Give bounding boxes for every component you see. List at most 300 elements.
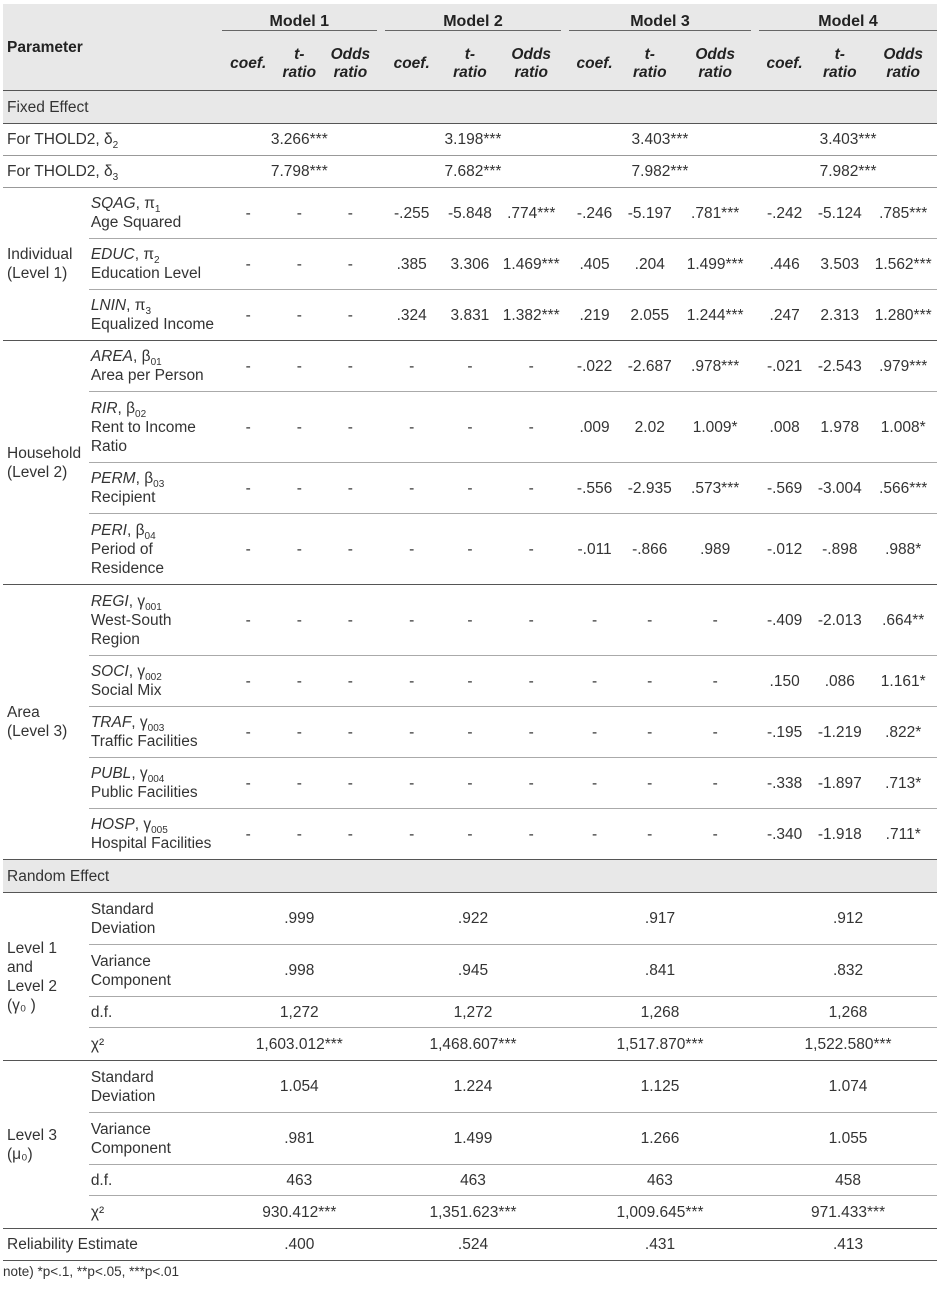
variable-symbol: , π: [135, 195, 155, 212]
model-1-value: 1,603.012***: [222, 1028, 377, 1061]
gap: [751, 124, 759, 156]
cell-value: .324: [385, 290, 438, 341]
random-stat-line: Variance: [90, 952, 151, 970]
random-row: [3, 1028, 937, 1061]
gap: [561, 514, 569, 585]
random-stat-line: Deviation: [90, 919, 156, 937]
random-stat-line: Standard: [90, 900, 154, 918]
cell-value: -: [385, 463, 438, 514]
gap: [561, 1196, 569, 1229]
variable-description: Social Mix: [90, 682, 162, 699]
cell-value: 3.306: [438, 239, 501, 290]
variable-name: [89, 514, 222, 585]
model-2-value: 1.499: [385, 1113, 561, 1165]
cell-value: -: [679, 707, 751, 758]
cell-value: -: [222, 392, 275, 463]
cell-value: .446: [759, 239, 810, 290]
level-label-line: (μ₀): [7, 1145, 33, 1163]
variable-subscript: 003: [147, 723, 165, 735]
random-row: [3, 945, 937, 997]
cell-value: -2.687: [620, 341, 679, 392]
level-label-line: and: [7, 958, 33, 976]
cell-value: -: [438, 585, 501, 656]
cell-value: -: [438, 758, 501, 809]
variable-code: EDUC: [90, 246, 135, 263]
variable-name: [89, 392, 222, 463]
gap: [561, 392, 569, 463]
model-4-value: .832: [759, 945, 937, 997]
cell-value: -.255: [385, 188, 438, 239]
model-4-value: 458: [759, 1165, 937, 1196]
regression-table-container: [3, 4, 937, 1261]
model-1-value: 1.054: [222, 1061, 377, 1113]
cell-value: .204: [620, 239, 679, 290]
model-3-value: 1,009.645***: [569, 1196, 751, 1229]
variable-symbol: , π: [126, 297, 146, 314]
odds-ratio-line: Odds: [883, 46, 924, 63]
model-4-value: 1,522.580***: [759, 1028, 937, 1061]
coef-subheader: coef.: [569, 38, 620, 91]
cell-value: -.556: [569, 463, 620, 514]
variable-symbol: , β: [117, 399, 136, 417]
cell-value: -: [438, 656, 501, 707]
variable-code: AREA: [90, 348, 134, 365]
cell-value: -: [502, 341, 561, 392]
cell-value: -: [324, 585, 377, 656]
variable-row-area: [3, 341, 937, 392]
cell-value: -: [222, 809, 275, 860]
level-label-household: [3, 341, 89, 585]
cell-value: 1.244***: [679, 290, 751, 341]
random-row: [3, 893, 937, 945]
cell-value: -: [620, 707, 679, 758]
model-2-value: 1,468.607***: [385, 1028, 561, 1061]
cell-value: -: [275, 514, 324, 585]
gap: [377, 463, 385, 514]
reliability-row: [3, 1229, 937, 1261]
t-ratio-line: t-: [834, 46, 845, 63]
cell-value: 3.831: [438, 290, 501, 341]
model-1-value: 1,272: [222, 997, 377, 1028]
variable-subscript: 2: [154, 255, 160, 267]
variable-subscript: 3: [145, 306, 152, 318]
gap: [751, 463, 759, 514]
gap: [561, 809, 569, 860]
level-label-individual: [3, 188, 89, 341]
random-row: [3, 1196, 937, 1229]
cell-value: -: [620, 585, 679, 656]
variable-symbol: , β: [127, 521, 145, 539]
cell-value: 1.978: [810, 392, 869, 463]
gap: [751, 945, 759, 997]
model-1-value: 930.412***: [222, 1196, 377, 1229]
cell-value: .711*: [869, 809, 937, 860]
cell-value: -: [502, 758, 561, 809]
random-row: [3, 997, 937, 1028]
variable-description: Area per Person: [90, 367, 204, 384]
variable-row-perm: [3, 463, 937, 514]
model-2-value: 1.224: [385, 1061, 561, 1113]
variable-description: Public Facilities: [90, 784, 198, 801]
threshold-label-text: For THOLD2, δ: [7, 131, 113, 148]
cell-value: -: [502, 585, 561, 656]
variable-name: [89, 809, 222, 860]
model-3-header: Model 3: [569, 12, 751, 31]
gap: [377, 124, 385, 156]
model-4-value: 1.074: [759, 1061, 937, 1113]
model-2-value: .922: [385, 893, 561, 945]
random-effect-section: [3, 860, 937, 893]
variable-description: Recipient: [90, 489, 156, 506]
model-2-value: 463: [385, 1165, 561, 1196]
cell-value: .822*: [869, 707, 937, 758]
random-stat-line: Deviation: [90, 1087, 156, 1105]
gap: [751, 758, 759, 809]
variable-symbol: , γ: [128, 592, 146, 610]
odds-ratio-line: ratio: [514, 64, 549, 81]
model-1-value: 7.798***: [222, 156, 377, 188]
cell-value: 2.313: [810, 290, 869, 341]
coef-subheader: coef.: [385, 38, 438, 91]
gap: [377, 239, 385, 290]
variable-symbol: , β: [133, 348, 151, 365]
cell-value: .405: [569, 239, 620, 290]
model-4-value: 1,268: [759, 997, 937, 1028]
level-label-line: (γ₀ ): [7, 996, 36, 1014]
odds-ratio-subheader: [502, 38, 561, 91]
odds-ratio-subheader: [324, 38, 377, 91]
variable-name: [89, 707, 222, 758]
model-2-value: 1,351.623***: [385, 1196, 561, 1229]
cell-value: -: [438, 341, 501, 392]
cell-value: 2.055: [620, 290, 679, 341]
t-ratio-line: t-: [294, 46, 305, 63]
t-ratio-subheader: [275, 38, 324, 91]
cell-value: -.409: [759, 585, 810, 656]
random-stat-line: d.f.: [90, 1003, 113, 1021]
cell-value: -: [679, 758, 751, 809]
variable-row-educ: [3, 239, 937, 290]
cell-value: -.022: [569, 341, 620, 392]
cell-value: 1.382***: [502, 290, 561, 341]
cell-value: -: [385, 341, 438, 392]
gap: [751, 1229, 759, 1261]
variable-description: Hospital Facilities: [90, 835, 212, 852]
random-stat-name: [89, 893, 222, 945]
cell-value: -.569: [759, 463, 810, 514]
variable-description: Region: [90, 630, 140, 648]
model-3-value: .841: [569, 945, 751, 997]
variable-symbol: , π: [134, 246, 155, 263]
gap: [377, 1229, 385, 1261]
cell-value: -: [502, 656, 561, 707]
gap: [377, 290, 385, 341]
gap: [751, 656, 759, 707]
cell-value: -: [502, 707, 561, 758]
odds-ratio-line: ratio: [698, 64, 732, 81]
variable-subscript: 02: [135, 408, 147, 420]
gap: [751, 809, 759, 860]
cell-value: -: [438, 707, 501, 758]
gap: [561, 945, 569, 997]
model-1-header: Model 1: [222, 12, 377, 31]
gap: [751, 1196, 759, 1229]
odds-ratio-line: Odds: [511, 46, 552, 63]
t-ratio-line: ratio: [453, 64, 487, 81]
gap: [377, 392, 385, 463]
odds-ratio-line: ratio: [886, 64, 920, 81]
random-stat-line: χ²: [90, 1203, 105, 1221]
random-stat-line: Component: [90, 1139, 171, 1157]
cell-value: -: [324, 188, 377, 239]
level-label-line: Household: [7, 444, 82, 462]
variable-subscript: 03: [153, 479, 165, 491]
model-3-value: 463: [569, 1165, 751, 1196]
cell-value: -: [569, 758, 620, 809]
cell-value: -: [324, 707, 377, 758]
variable-description: Age Squared: [90, 214, 182, 231]
reliability-label: Reliability Estimate: [3, 1229, 222, 1261]
cell-value: -1.219: [810, 707, 869, 758]
cell-value: -: [275, 290, 324, 341]
cell-value: .385: [385, 239, 438, 290]
variable-row-regi: [3, 585, 937, 656]
gap: [377, 945, 385, 997]
gap: [377, 893, 385, 945]
model-2-value: .524: [385, 1229, 561, 1261]
cell-value: -: [502, 514, 561, 585]
cell-value: 1.469***: [502, 239, 561, 290]
variable-row-peri: [3, 514, 937, 585]
gap: [561, 707, 569, 758]
gap: [561, 1061, 569, 1113]
cell-value: -.242: [759, 188, 810, 239]
cell-value: -.195: [759, 707, 810, 758]
gap: [377, 1061, 385, 1113]
model-4-value: .413: [759, 1229, 937, 1261]
cell-value: .086: [810, 656, 869, 707]
gap: [377, 514, 385, 585]
model-3-value: .431: [569, 1229, 751, 1261]
gap: [561, 1113, 569, 1165]
gap: [377, 656, 385, 707]
cell-value: -: [438, 809, 501, 860]
level-label-line: Level 2: [7, 977, 57, 995]
variable-subscript: 002: [145, 672, 162, 684]
random-effect-section-label: Random Effect: [3, 860, 937, 893]
cell-value: .785***: [869, 188, 937, 239]
cell-value: -: [324, 239, 377, 290]
variable-subscript: 04: [144, 530, 156, 542]
gap: [751, 514, 759, 585]
cell-value: 3.503: [810, 239, 869, 290]
model-3-value: 3.403***: [569, 124, 751, 156]
cell-value: -: [222, 585, 275, 656]
threshold-row: [3, 124, 937, 156]
cell-value: -: [222, 514, 275, 585]
cell-value: .664**: [869, 585, 937, 656]
random-stat-line: χ²: [90, 1035, 105, 1053]
cell-value: -: [569, 707, 620, 758]
gap: [377, 997, 385, 1028]
level-label-l3: [3, 1061, 89, 1229]
cell-value: .566***: [869, 463, 937, 514]
odds-ratio-subheader: [679, 38, 751, 91]
cell-value: .247: [759, 290, 810, 341]
cell-value: -1.897: [810, 758, 869, 809]
gap: [561, 997, 569, 1028]
cell-value: -.012: [759, 514, 810, 585]
t-ratio-line: ratio: [282, 64, 317, 81]
variable-code: PERM: [90, 470, 136, 487]
variable-code: RIR: [90, 399, 118, 417]
gap: [377, 585, 385, 656]
t-ratio-subheader: [438, 38, 501, 91]
level-label-line: Level 3: [7, 1126, 57, 1144]
cell-value: -: [438, 392, 501, 463]
cell-value: -: [275, 188, 324, 239]
cell-value: -: [438, 463, 501, 514]
variable-description: West-South: [90, 611, 172, 629]
model-3-value: .917: [569, 893, 751, 945]
gap: [377, 1165, 385, 1196]
cell-value: -: [679, 809, 751, 860]
model-3-value: 7.982***: [569, 156, 751, 188]
gap: [377, 809, 385, 860]
model-2-value: 1,272: [385, 997, 561, 1028]
regression-table: [3, 4, 937, 1261]
odds-ratio-line: ratio: [333, 64, 368, 81]
threshold-subscript: 2: [112, 140, 119, 152]
cell-value: 1.562***: [869, 239, 937, 290]
cell-value: -: [620, 809, 679, 860]
threshold-label: [3, 124, 222, 156]
gap: [751, 1165, 759, 1196]
cell-value: -: [222, 341, 275, 392]
cell-value: .573***: [679, 463, 751, 514]
gap: [561, 290, 569, 341]
cell-value: -1.918: [810, 809, 869, 860]
cell-value: -: [275, 809, 324, 860]
cell-value: 1.280***: [869, 290, 937, 341]
cell-value: -: [385, 514, 438, 585]
gap: [751, 585, 759, 656]
cell-value: -: [679, 656, 751, 707]
cell-value: -: [222, 239, 275, 290]
odds-ratio-subheader: [869, 38, 937, 91]
cell-value: -.021: [759, 341, 810, 392]
variable-description: Education Level: [90, 265, 202, 282]
cell-value: -.338: [759, 758, 810, 809]
gap: [751, 341, 759, 392]
variable-description: Traffic Facilities: [90, 733, 198, 750]
model-4-value: .912: [759, 893, 937, 945]
cell-value: -: [275, 585, 324, 656]
t-ratio-line: ratio: [632, 64, 667, 81]
cell-value: -3.004: [810, 463, 869, 514]
variable-row-traf: [3, 707, 937, 758]
gap: [377, 707, 385, 758]
model-2-value: 3.198***: [385, 124, 561, 156]
cell-value: -: [502, 392, 561, 463]
cell-value: -: [324, 341, 377, 392]
gap: [377, 758, 385, 809]
cell-value: -: [222, 758, 275, 809]
variable-name: [89, 188, 222, 239]
variable-symbol: , γ: [128, 663, 146, 680]
t-ratio-subheader: [620, 38, 679, 91]
gap: [561, 893, 569, 945]
cell-value: -: [222, 188, 275, 239]
level-label-line: Level 1: [7, 939, 57, 957]
variable-code: SOCI: [90, 663, 129, 680]
model-4-value: 1.055: [759, 1113, 937, 1165]
variable-subscript: 004: [147, 774, 165, 786]
model-2-value: .945: [385, 945, 561, 997]
cell-value: -: [275, 341, 324, 392]
variable-name: [89, 290, 222, 341]
variable-name: [89, 463, 222, 514]
gap: [561, 758, 569, 809]
cell-value: -: [620, 758, 679, 809]
cell-value: -: [222, 463, 275, 514]
gap: [751, 997, 759, 1028]
gap: [751, 1113, 759, 1165]
cell-value: .989: [679, 514, 751, 585]
gap: [377, 38, 385, 91]
cell-value: .219: [569, 290, 620, 341]
gap: [561, 463, 569, 514]
gap: [561, 1165, 569, 1196]
cell-value: -: [275, 463, 324, 514]
random-stat-name: [89, 945, 222, 997]
variable-symbol: , γ: [134, 816, 152, 833]
cell-value: -: [324, 392, 377, 463]
variable-description: Rent to Income: [90, 418, 196, 436]
level-label-line: (Level 2): [7, 463, 68, 481]
random-stat-name: [89, 1113, 222, 1165]
cell-value: -: [385, 758, 438, 809]
model-3-value: 1.125: [569, 1061, 751, 1113]
model-1-value: .999: [222, 893, 377, 945]
cell-value: -2.543: [810, 341, 869, 392]
gap: [561, 239, 569, 290]
variable-symbol: , β: [135, 470, 154, 487]
threshold-row: [3, 156, 937, 188]
fixed-effect-section-label: Fixed Effect: [3, 91, 937, 124]
cell-value: 1.008*: [869, 392, 937, 463]
variable-row-lnin: [3, 290, 937, 341]
variable-description: Residence: [90, 559, 165, 577]
level-label-line: Area: [7, 704, 40, 721]
cell-value: .713*: [869, 758, 937, 809]
random-stat-name: [89, 997, 222, 1028]
t-ratio-line: ratio: [823, 64, 857, 81]
gap: [751, 156, 759, 188]
cell-value: -: [385, 707, 438, 758]
cell-value: -: [569, 809, 620, 860]
cell-value: -5.848: [438, 188, 501, 239]
gap: [751, 1028, 759, 1061]
variable-description: Ratio: [90, 437, 127, 455]
cell-value: 1.009*: [679, 392, 751, 463]
random-stat-line: Component: [90, 971, 171, 989]
variable-name: [89, 239, 222, 290]
cell-value: -: [324, 290, 377, 341]
level-label-line: (Level 1): [7, 265, 68, 282]
parameter-header: Parameter: [3, 4, 222, 91]
cell-value: -5.197: [620, 188, 679, 239]
